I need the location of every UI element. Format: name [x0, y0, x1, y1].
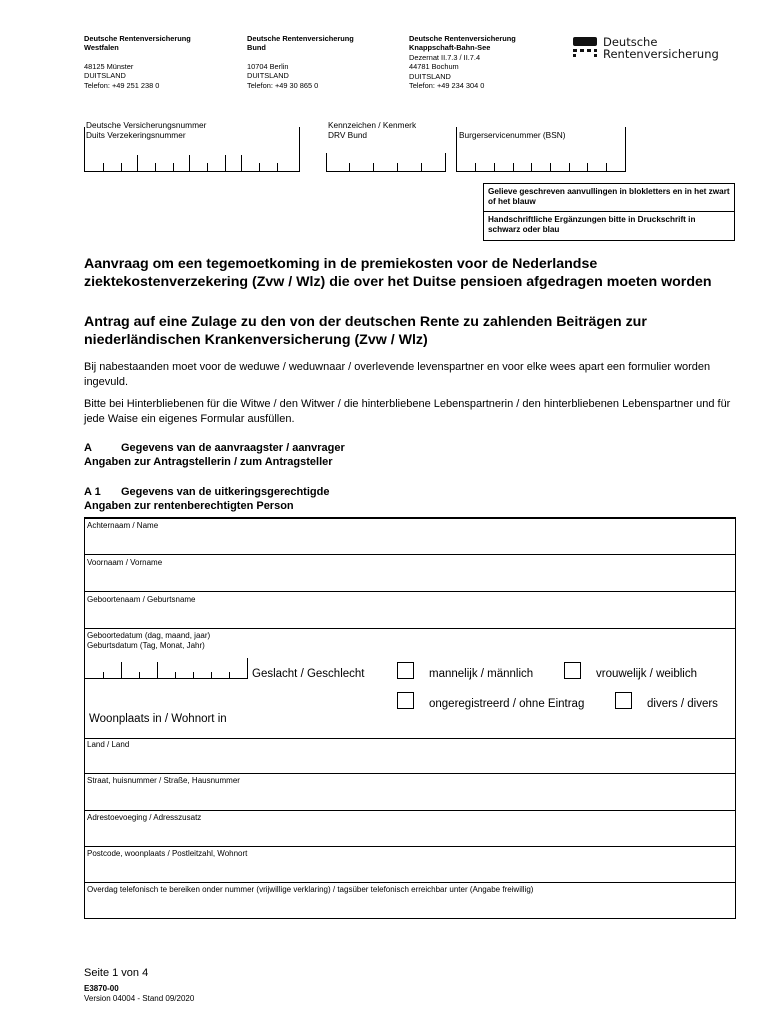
reference-field[interactable]: [326, 153, 446, 172]
phone-label: Overdag telefonisch te bereiken onder nummer (vrijwillige verklaring) / tagsüber telefonisch erreichbar unter (Angabe freiwillig): [87, 885, 534, 894]
address-country: DUITSLAND: [409, 71, 451, 81]
intro-nl: Bij nabestaanden moet voor de weduwe / weduwnaar / overlevende levenspartner en voor elke wees apart een formulier worden ingevuld.: [84, 361, 711, 388]
address-city: 48125 Münster: [84, 61, 134, 71]
unregistered-checkbox[interactable]: [397, 692, 414, 709]
surname-field[interactable]: [85, 518, 735, 555]
diverse-checkbox[interactable]: [615, 692, 632, 709]
bsn-field[interactable]: [456, 127, 626, 172]
diverse-label: divers / divers: [647, 698, 718, 710]
dob-label-de: Geburtsdatum (Tag, Monat, Jahr): [87, 640, 205, 650]
address-bund: [247, 34, 397, 90]
residence-label: Woonplaats in / Wohnort in: [89, 713, 227, 725]
first-name-field[interactable]: [85, 554, 735, 592]
section-title-de: Angaben zur rentenberechtigten Person: [84, 500, 294, 512]
dob-field[interactable]: [85, 658, 248, 679]
first-name-label: Voornaam / Vorname: [87, 558, 163, 567]
beneficiary-form: [84, 517, 736, 919]
intro-de: Bitte bei Hinterbliebenen für die Witwe / den Witwer / die hinterbliebene Lebenspartnerin / den hinterbliebenen Lebenspartner und für jede Waise ein eigenes Formular ausfüllen.: [84, 398, 731, 425]
address-name: Deutsche Rentenversicherung: [84, 34, 191, 43]
address-name: Deutsche Rentenversicherung: [247, 34, 354, 43]
form-version: Version 04004 - Stand 09/2020: [84, 994, 195, 1003]
dob-label-nl: Geboortedatum (dag, maand, jaar): [87, 631, 211, 640]
logo-line: Deutsche: [603, 35, 658, 49]
country-field[interactable]: [85, 738, 735, 774]
section-number: A: [84, 442, 92, 454]
address-phone: Telefon: +49 234 304 0: [409, 81, 485, 91]
address-westfalen: [84, 34, 234, 90]
birth-name-label: Geboortenaam / Geburtsname: [87, 595, 196, 604]
section-title-de: Angaben zur Antragstellerin / zum Antragsteller: [84, 456, 333, 468]
note-nl: Gelieve geschreven aanvullingen in blokletters en in het zwart of het blauw: [488, 187, 730, 206]
section-title-nl: Gegevens van de aanvraagster / aanvrager: [121, 442, 345, 454]
female-label: vrouwelijk / weiblich: [596, 668, 697, 680]
female-checkbox[interactable]: [564, 662, 581, 679]
street-label: Straat, huisnummer / Straße, Hausnummer: [87, 776, 240, 785]
male-label: mannelijk / männlich: [429, 668, 534, 680]
label-line: DRV Bund: [328, 130, 368, 140]
address-name: Bund: [247, 43, 266, 53]
label-line: Kennzeichen / Kenmerk: [328, 120, 417, 130]
male-checkbox[interactable]: [397, 662, 414, 679]
surname-label: Achternaam / Name: [87, 521, 159, 530]
section-a1-heading: [84, 485, 329, 513]
address-country: DUITSLAND: [84, 71, 126, 81]
drv-logo-icon: [572, 36, 598, 63]
note-de: Handschriftliche Ergänzungen bitte in Druckschrift in schwarz oder blau: [488, 215, 696, 234]
handwriting-note: [483, 183, 735, 241]
address-name: Knappschaft-Bahn-See: [409, 43, 491, 53]
address-city: 44781 Bochum: [409, 62, 459, 72]
section-number: A 1: [84, 486, 101, 498]
address-name: Deutsche Rentenversicherung: [409, 34, 516, 43]
country-label: Land / Land: [87, 740, 130, 749]
address-city: 10704 Berlin: [247, 61, 289, 71]
dob-label: [87, 631, 210, 650]
page-number: Seite 1 von 4: [84, 967, 149, 979]
title-de: Antrag auf eine Zulage zu den von der deutschen Rente zu zahlenden Beiträgen zur niederländischen Krankenversicherung (Zvw / Wlz): [84, 314, 647, 348]
address-extra: Dezernat II.7.3 / II.7.4: [409, 52, 481, 62]
address-add-label: Adrestoevoeging / Adresszusatz: [87, 813, 202, 822]
section-title-nl: Gegevens van de uitkeringsgerechtigde: [121, 486, 330, 498]
insurance-number-field[interactable]: [84, 127, 300, 172]
title-nl: Aanvraag om een tegemoetkoming in de premiekosten voor de Nederlandse ziektekostenverzekering (Zvw / Wlz) die over het Duitse pensioen afgedragen moeten worden: [84, 256, 712, 290]
drv-logo-text: [603, 36, 719, 60]
logo-line: Rentenversicherung: [603, 47, 719, 61]
section-a-heading: [84, 441, 345, 469]
address-phone: Telefon: +49 251 238 0: [84, 80, 160, 90]
postcode-label: Postcode, woonplaats / Postleitzahl, Wohnort: [87, 849, 248, 858]
address-phone: Telefon: +49 30 865 0: [247, 80, 319, 90]
bsn-label: Burgerservicenummer (BSN): [459, 130, 566, 140]
address-name: Westfalen: [84, 43, 119, 53]
reference-label: [328, 120, 416, 140]
unregistered-label: ongeregistreerd / ohne Eintrag: [429, 698, 585, 710]
gender-label: Geslacht / Geschlecht: [252, 668, 365, 680]
address-knappschaft: [409, 34, 559, 90]
form-code: E3870-00: [84, 984, 119, 993]
label-de: Deutsche Versicherungsnummer: [86, 120, 207, 130]
label-nl: Duits Verzekeringsnummer: [86, 130, 186, 140]
address-country: DUITSLAND: [247, 71, 289, 81]
